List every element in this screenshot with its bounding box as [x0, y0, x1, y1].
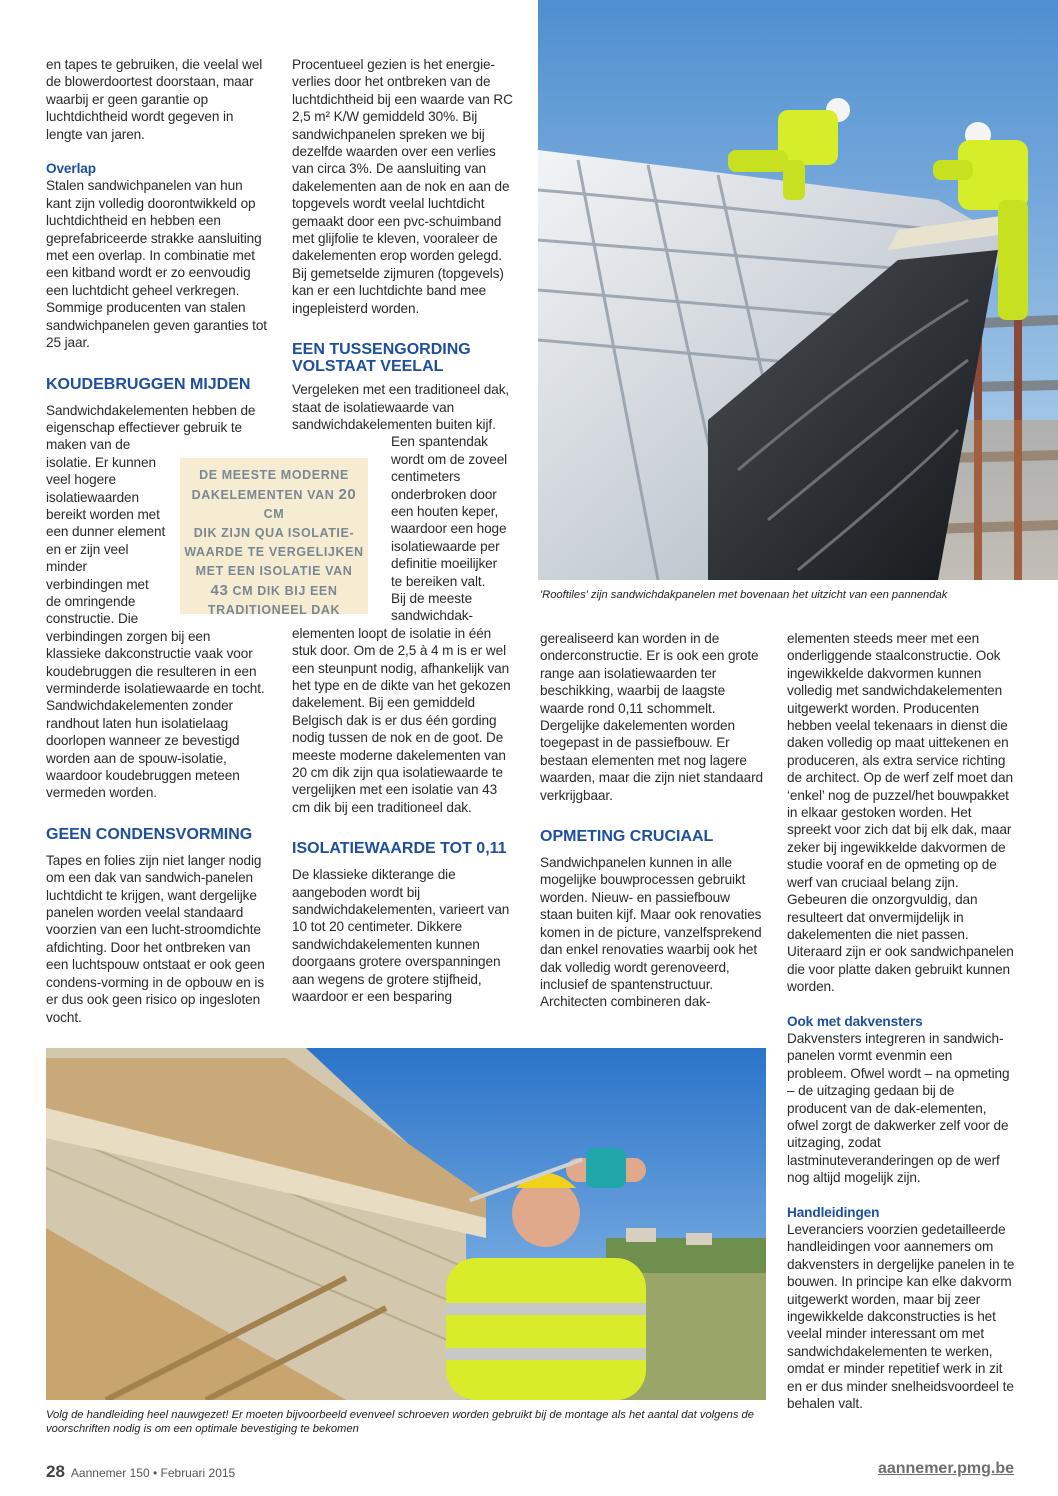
koude-narrow-text: [46, 436, 174, 627]
text-line: veel hogere: [46, 472, 116, 488]
text-line: een dunner element: [46, 524, 166, 540]
text-line: Bij de meeste: [391, 590, 473, 606]
col4-paragraph: elementen steeds meer met een onderliggende staalconstructie. Ook ingewikkelde dakvormen kunnen volledig met sandwichdakelementen uitgewerkt worden. Producenten hebben veelal tekenaars in dienst die daken volledig op maat uittekenen en produceren, als extra service richting de architect. Op de werf zelf moet dan ‘enkel’ nog de puzzel/het bouwpakket in elkaar gestoken worden. Het spreekt voor zich dat bij elk dak, maar zeker bij ingewikkelde dakvormen de studie vooraf en de opmeting op de werf van cruciaal belang zijn. Gebeuren die onzorgvuldig, dan resulteert dat onvermijdelijk in dakelementen die niet passen. Uiteraard zijn er ook sandwichpanelen die voor platte daken gebruikt kunnen worden.: [787, 631, 1014, 995]
heading-tussengording: EEN TUSSENGORDING VOLSTAAT VEELAL: [292, 341, 471, 376]
pull-line: DIK ZIJN QUA ISOLATIE-: [193, 526, 355, 540]
text-line: maken van de: [46, 437, 131, 453]
pull-text: CM DIK BIJ EEN: [228, 584, 338, 598]
heading-condensvorming: GEEN CONDENSVORMING: [46, 825, 253, 843]
overlap-paragraph: Stalen sandwichpanelen van hun kant zijn volledig doorontwikkeld op luchtdichtheid en hebben een geprefabriceerde strakke aansluiting met een overlap. In combinatie met een kitband wordt er zo eenvoudig een luchtdicht geheel verkregen. Sommige producenten van stalen sandwichpanelen geven garanties tot 25 jaar.: [46, 178, 267, 351]
column-4: [787, 630, 1015, 1412]
heading-isolatiewaarde: ISOLATIEWAARDE TOT 0,11: [292, 840, 507, 858]
koude-paragraph-2: verbindingen zorgen bij een klassieke dakconstructie vaak voor koudebruggen die resulteren in een verminderde isolatiewaarde en tocht. Sandwichdakelementen zonder randhout laten hun isolatielaag doorlopen wanneer ze bevestigd worden aan de spouw-isolatie, waardoor koudebruggen meteen vermeden worden.: [46, 628, 265, 801]
pull-line: WAARDE TE VERGELIJKEN: [184, 545, 364, 559]
caption-worker: Volg de handleiding heel nauwgezet! Er moeten bijvoorbeeld evenveel schroeven worden gebruikt bij de montage als het aantal dat volgens de voorschriften nodig is om een optimale bevestiging te bekomen: [46, 1409, 754, 1435]
text-line: wordt om de zoveel: [391, 451, 508, 467]
text-line: definitie moeilijker: [391, 556, 498, 572]
tussen-paragraph-2: elementen loopt de isolatie in één stuk door. Om de 2,5 à 4 m is er wel een steunpunt nodig, afhankelijk van het type en de dikte van het gekozen dakelement. Bij een gemiddeld Belgisch dak is er dus één gording nodig tussen de nok en de goot. De meeste moderne dakelementen van 20 cm dik zijn qua isolatiewaarde te vergelijken met een isolatie van 43 cm dik bij een traditioneel dak.: [292, 625, 511, 815]
pull-line: TRADITIONEEL DAK: [207, 603, 341, 617]
text-line: verbindingen met: [46, 576, 149, 592]
column-3: [540, 630, 765, 1011]
rooftiles-illustration: [538, 0, 1058, 580]
photo-rooftiles: [538, 0, 1058, 580]
text-line: centimeters: [391, 469, 461, 485]
pull-quote: [180, 458, 368, 617]
pull-text: CM: [263, 507, 285, 521]
koude-paragraph-1: Sandwichdakelementen hebben de eigenschap effectiever gebruik te: [46, 402, 256, 435]
subheading-overlap: Overlap: [46, 161, 96, 177]
text-line: de omringende: [46, 593, 136, 609]
pull-line: DE MEESTE MODERNE: [199, 468, 349, 482]
col1-paragraph: en tapes te gebruiken, die veelal wel de blowerdoortest doorstaan, maar waarbij er geen garantie op luchtdichtheid wordt gegeven in lengte van jaren.: [46, 57, 263, 142]
handleidingen-paragraph: Leveranciers voorzien gedetailleerde handleidingen voor aannemers om dakvensters in dergelijke panelen in te bouwen. In principe kan elke dakvorm uitgewerkt worden, maar bij zeer ingewikkelde dakconstructies is het veelal minder interessant om met sandwichdakelementen te werken, omdat er minder repetitief werk in zit en er dus minder snelheidsvoordeel te behalen valt.: [787, 1222, 1015, 1412]
pull-line: MET EEN ISOLATIE VAN: [195, 564, 353, 578]
text-line: onderbroken door: [391, 486, 497, 502]
text-line: isolatiewaarden: [46, 489, 139, 505]
col2-paragraph: Procentueel gezien is het energie-verlies door het ontbreken van de luchtdichtheid bij een waarde van RC 2,5 m² K/W gemiddeld 30%. Bij sandwichpanelen spreken we bij dezelfde waarden over een verlies van circa 3%. De aansluiting van dakelementen aan de nok en aan de topgevels wordt veelal luchtdicht gemaakt door een pvc-schuimband met glijfolie te kleven, vooraleer de dakelementen erop worden gelegd. Bij gemetselde zijmuren (topgevels) kan er een luchtdichte band mee ingepleisterd worden.: [292, 57, 513, 316]
iso-paragraph: De klassieke dikterange die aangeboden wordt bij sandwichdakelementen, varieert van 10 tot 20 centimeter. Dikkere sandwichdakelementen kunnen doorgaans grotere overspanningen aan wegens de grotere stijfheid, waardoor er een besparing: [292, 867, 510, 1005]
col3-paragraph: gerealiseerd kan worden in de onderconstructie. Er is ook een grote range aan isolatiewaarden ter beschikking, waarbij de laagste waarde rond 0,11 schommelt. Dergelijke dakelementen worden toegepast in de passiefbouw. Er bestaan elementen met nog lagere waarden, maar die zijn niet standaard verkrijgbaar.: [540, 631, 763, 803]
text-line: minder: [46, 559, 87, 575]
text-line: isolatie. Er kunnen: [46, 454, 156, 470]
worker-illustration: [46, 1048, 766, 1400]
tussen-narrow-text: [391, 433, 516, 624]
pull-number: 20: [338, 486, 357, 503]
text-line: isolatiewaarde per: [391, 538, 500, 554]
pull-line: [184, 581, 364, 601]
subheading-handleidingen: Handleidingen: [787, 1204, 880, 1220]
heading-koudebruggen: KOUDEBRUGGEN MIJDEN: [46, 375, 251, 393]
text-line: een houten keper,: [391, 503, 499, 519]
dakvensters-paragraph: Dakvensters integreren in sandwich-panelen vormt evenmin een probleem. Ofwel wordt – na opmeting – de uitzaging gedaan bij de producent van de dak-elementen, ofwel zorgt de dakwerker zelf voor de uitzaging, zodat lastminuteveranderingen op de werf nog altijd mogelijk zijn.: [787, 1030, 1010, 1186]
pull-number: 43: [210, 582, 229, 599]
text-line: sandwichdak-: [391, 608, 473, 624]
text-line: te bereiken valt.: [391, 573, 486, 589]
subheading-dakvensters: Ook met dakvensters: [787, 1013, 923, 1029]
conden-paragraph: Tapes en folies zijn niet langer nodig om een dak van sandwich-panelen luchtdicht te krijgen, want dergelijke panelen worden veelal standaard voorzien van een lucht-stroomdichte afdichting. Door het ontbreken van een luchtspouw ontstaat er ook geen condens-vorming in de opbouw en is er dus ook geen risico op ingesloten vocht.: [46, 852, 265, 1025]
page-number: 28: [46, 1462, 65, 1481]
text-line: constructie. Die: [46, 611, 139, 627]
text-line: waardoor een hoge: [391, 521, 507, 537]
text-line: Een spantendak: [391, 434, 488, 450]
pull-line: [184, 485, 364, 524]
opmeting-paragraph: Sandwichpanelen kunnen in alle mogelijke bouwprocessen gebruikt worden. Nieuw- en passiefbouw staan buiten kijf. Maar ook renovaties komen in de picture, vanzelfsprekend dan enkel renovaties waarbij ook het dak volledig wordt gerenoveerd, inclusief de spantenstructuur. Architecten combineren dak-: [540, 855, 762, 1010]
footer-issue: [46, 1462, 235, 1482]
website-link[interactable]: aannemer.pmg.be: [877, 1460, 1014, 1477]
pull-text: DAKELEMENTEN VAN: [191, 488, 339, 502]
issue-info: Aannemer 150 • Februari 2015: [70, 1466, 236, 1480]
tussen-paragraph-1: Vergeleken met een traditioneel dak, staat de isolatiewaarde van sandwichdakelementen buiten kijf.: [292, 382, 510, 432]
text-line: en er zijn veel: [46, 541, 129, 557]
heading-opmeting: OPMETING CRUCIAAL: [540, 828, 714, 846]
caption-rooftiles: 'Rooftiles' zijn sandwichdakpanelen met bovenaan het uitzicht van een pannendak: [540, 589, 948, 601]
photo-worker-drill: [46, 1048, 766, 1400]
text-line: bereikt worden met: [46, 506, 160, 522]
